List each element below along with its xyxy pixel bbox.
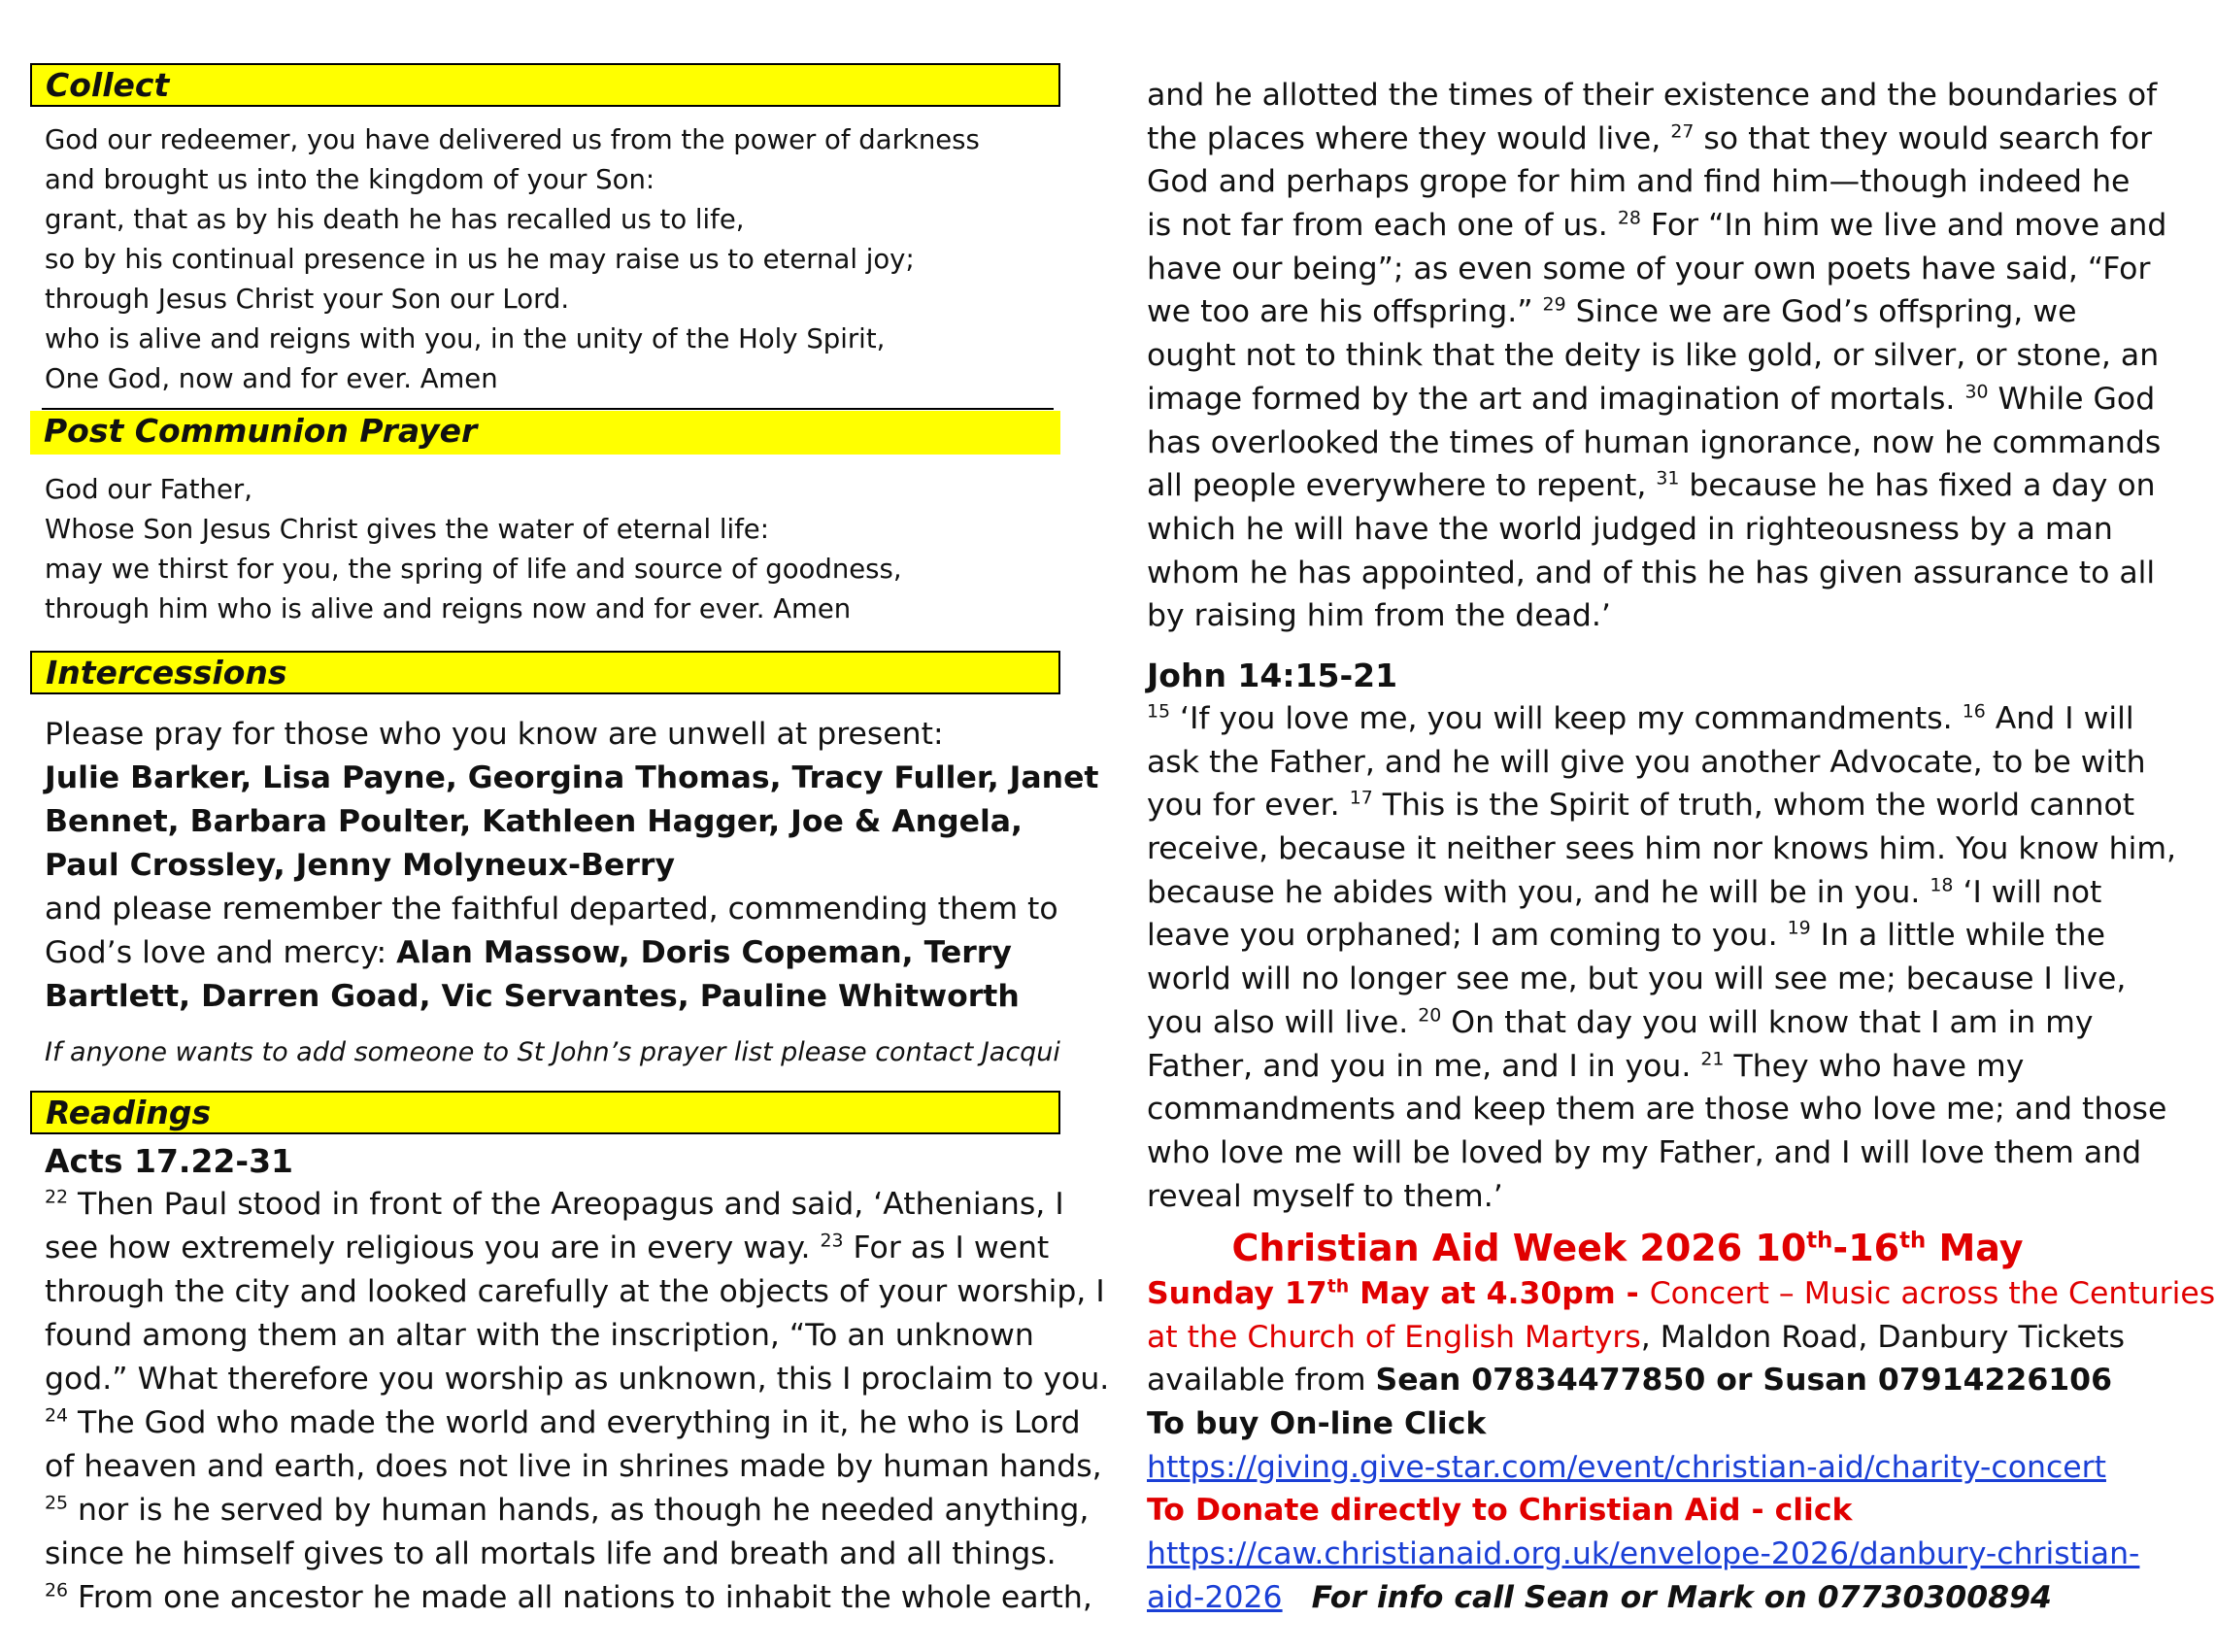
christian-aid-title [1147, 1224, 2108, 1272]
verse-text: On that day you will know that I am in my [1441, 1004, 2094, 1040]
info-line: For info call Sean or Mark on 07730300894 [1311, 1579, 2052, 1615]
john-reading [1147, 655, 1397, 698]
acts-reading [45, 1139, 1109, 1620]
verse-text: the places where they would live, [1147, 120, 1671, 156]
verse-text: who love me will be loved by my Father, and I will love them and [1147, 1134, 2142, 1170]
verse-text: For as I went [843, 1231, 1050, 1265]
verse-text: ought not to think that the deity is like gold, or silver, or stone, an [1147, 338, 2160, 374]
verse-number: 18 [1930, 874, 1954, 896]
unwell-names: Bennet, Barbara Poulter, Kathleen Hagger, Joe & Angela, [45, 804, 1024, 839]
verse-text: has overlooked the times of human ignorance, now he commands [1147, 424, 2162, 460]
verse-number: 27 [1670, 120, 1695, 143]
post-communion-text [45, 470, 902, 629]
verse-text: is not far from each one of us. [1147, 208, 1618, 244]
post-communion-line: may we thirst for you, the spring of life and source of goodness, [45, 554, 902, 585]
verse-line [1147, 204, 2166, 248]
verse-line [1147, 741, 2176, 785]
verse-text: we too are his offspring.” [1147, 294, 1543, 330]
verse-number: 28 [1617, 207, 1641, 229]
ticket-contacts: Sean 07834477850 or Susan 07914226106 [1375, 1363, 2113, 1399]
ca-title-text: Christian Aid Week 2026 10 [1231, 1227, 1807, 1269]
verse-number: 26 [45, 1579, 69, 1601]
verse-number: 25 [45, 1492, 69, 1514]
collect-heading: Collect [30, 63, 1060, 107]
collect-line: One God, now and for ever. Amen [45, 363, 498, 394]
verse-text: because he has fixed a day on [1679, 468, 2156, 504]
readings-heading: Readings [30, 1091, 1060, 1134]
verse-line: since he himself gives to all mortals life and breath and all things. [45, 1536, 1057, 1571]
concert-date: Sunday 17 [1147, 1276, 1327, 1311]
verse-line [45, 1401, 1109, 1445]
verse-text: Since we are God’s offspring, we [1565, 294, 2077, 330]
verse-text: ‘If you love me, you will keep my commandments. [1170, 701, 1963, 736]
verse-text: leave you orphaned; I am coming to you. [1147, 918, 1788, 954]
verse-line [1147, 248, 2166, 291]
christian-aid-details [1147, 1272, 2215, 1620]
post-communion-line: through him who is alive and reigns now and for ever. Amen [45, 593, 852, 624]
verse-line [1147, 958, 2176, 1001]
verse-number: 22 [45, 1186, 69, 1208]
verse-line [1147, 552, 2166, 595]
collect-line: and brought us into the kingdom of your Son: [45, 164, 655, 195]
verse-text: see how extremely religious you are in every way. [45, 1231, 821, 1265]
verse-line [1147, 697, 2176, 741]
verse-line [1147, 74, 2166, 118]
verse-line: god.” What therefore you worship as unknown, this I proclaim to you. [45, 1362, 1110, 1397]
departed-intro-2: God’s love and mercy: [45, 935, 397, 970]
verse-line: of heaven and earth, does not live in shrines made by human hands, [45, 1449, 1102, 1484]
verse-text: have our being”; as even some of your own poets have said, “For [1147, 251, 2151, 287]
venue: at the Church of English Martyrs [1147, 1319, 1641, 1355]
post-communion-heading: Post Communion Prayer [30, 411, 1060, 455]
verse-line [45, 1227, 1109, 1270]
verse-text: reveal myself to them.’ [1147, 1178, 1503, 1214]
verse-line [45, 1576, 1109, 1620]
verse-line [1147, 1045, 2176, 1089]
intercessions-text [45, 713, 1099, 1019]
verse-line [1147, 508, 2166, 552]
tickets-line [1147, 1359, 2215, 1402]
verse-text: so that they would search for [1694, 120, 2153, 156]
verse-text: commandments and keep them are those who love me; and those [1147, 1092, 2167, 1128]
verse-text: by raising him from the dead.’ [1147, 598, 1611, 634]
collect-text [45, 120, 980, 399]
verse-number: 21 [1700, 1048, 1725, 1069]
venue-address: , Maldon Road, Danbury Tickets [1640, 1319, 2126, 1355]
verse-number: 17 [1349, 787, 1373, 809]
departed-names: Alan Massow, Doris Copeman, Terry [396, 935, 1012, 970]
donate-link[interactable]: aid-2026 [1147, 1579, 1283, 1615]
concert-title: Concert – Music across the Centuries [1649, 1276, 2215, 1311]
ca-title-text: -16 [1832, 1227, 1900, 1269]
donate-link-line [1147, 1576, 2215, 1620]
verse-text: whom he has appointed, and of this he has given assurance to all [1147, 555, 2156, 590]
verse-number: 24 [45, 1404, 69, 1427]
concert-date-sup: th [1326, 1275, 1350, 1298]
buy-online-label: To buy On-line Click [1147, 1406, 1487, 1442]
verse-line [1147, 827, 2176, 871]
verse-text: ask the Father, and he will give you another Advocate, to be with [1147, 744, 2146, 780]
acts-continued [1147, 74, 2166, 638]
verse-text: Father, and you in me, and I in you. [1147, 1048, 1701, 1084]
collect-line: through Jesus Christ your Son our Lord. [45, 284, 570, 315]
verse-text: world will no longer see me, but you will see me; because I live, [1147, 961, 2127, 997]
verse-text: And I will [1985, 701, 2134, 736]
verse-text: all people everywhere to repent, [1147, 468, 1657, 504]
verse-line [1147, 871, 2176, 915]
donate-link-line [1147, 1533, 2215, 1576]
intercessions-intro: Please pray for those who you know are unwell at present: [45, 717, 944, 752]
tickets-label: available from [1147, 1363, 1376, 1399]
verse-text: This is the Spirit of truth, whom the world cannot [1372, 788, 2135, 824]
collect-line: grant, that as by his death he has recalled us to life, [45, 204, 745, 235]
verse-line [1147, 1131, 2176, 1175]
buy-link-line [1147, 1446, 2215, 1490]
verse-number: 31 [1656, 467, 1680, 489]
departed-line [45, 931, 1099, 975]
verse-text: They who have my [1724, 1048, 2025, 1084]
verse-line [45, 1489, 1109, 1533]
verse-text: image formed by the art and imagination of mortals. [1147, 381, 1965, 417]
verse-text: and he allotted the times of their existence and the boundaries of [1147, 78, 2158, 113]
verse-number: 15 [1147, 700, 1171, 723]
verse-line: found among them an altar with the inscription, “To an unknown [45, 1318, 1034, 1353]
john-reference: John 14:15-21 [1147, 657, 1398, 694]
verse-line: through the city and looked carefully at the objects of your worship, I [45, 1274, 1105, 1309]
divider [42, 408, 1054, 410]
verse-text: Then Paul stood in front of the Areopagus and said, ‘Athenians, I [68, 1187, 1064, 1222]
collect-line: God our redeemer, you have delivered us from the power of darkness [45, 124, 980, 155]
concert-time: May at 4.30pm - [1349, 1276, 1650, 1311]
venue-line [1147, 1316, 2215, 1360]
verse-line [1147, 160, 2166, 204]
verse-line [1147, 334, 2166, 378]
donate-label: To Donate directly to Christian Aid - click [1147, 1493, 1853, 1529]
verse-number: 30 [1964, 381, 1989, 403]
verse-text: The God who made the world and everything in it, he who is Lord [68, 1405, 1081, 1440]
ca-title-text: May [1926, 1227, 2024, 1269]
verse-line [1147, 1088, 2176, 1131]
verse-text: From one ancestor he made all nations to inhabit the whole earth, [68, 1580, 1092, 1615]
post-communion-line: Whose Son Jesus Christ gives the water of eternal life: [45, 514, 769, 545]
departed-intro: and please remember the faithful departed, commending them to [45, 892, 1058, 927]
verse-text: While God [1988, 381, 2156, 417]
ca-title-sup: th [1806, 1228, 1833, 1254]
verse-line [1147, 1175, 2176, 1219]
post-communion-line: God our Father, [45, 474, 252, 505]
donate-link[interactable]: https://caw.christianaid.org.uk/envelope-2026/danbury-christian- [1147, 1536, 2140, 1572]
verse-text: you for ever. [1147, 788, 1350, 824]
verse-text: nor is he served by human hands, as though he needed anything, [68, 1493, 1090, 1528]
verse-line [1147, 594, 2166, 638]
verse-text: which he will have the world judged in righteousness by a man [1147, 511, 2113, 547]
verse-number: 16 [1962, 700, 1986, 723]
verse-text: because he abides with you, and he will be in you. [1147, 874, 1930, 910]
buy-online-link[interactable]: https://giving.give-star.com/event/christian-aid/charity-concert [1147, 1449, 2106, 1485]
acts-reference: Acts 17.22-31 [45, 1142, 294, 1180]
unwell-names: Julie Barker, Lisa Payne, Georgina Thomas, Tracy Fuller, Janet [45, 760, 1099, 795]
verse-text: receive, because it neither sees him nor knows him. You know him, [1147, 831, 2177, 867]
collect-line: who is alive and reigns with you, in the unity of the Holy Spirit, [45, 323, 886, 354]
collect-line: so by his continual presence in us he may raise us to eternal joy; [45, 244, 915, 275]
unwell-names: Paul Crossley, Jenny Molyneux-Berry [45, 848, 675, 883]
verse-number: 29 [1542, 293, 1566, 316]
verse-number: 23 [820, 1230, 844, 1252]
john-text [1147, 697, 2176, 1218]
concert-line [1147, 1272, 2215, 1316]
verse-number: 19 [1787, 917, 1811, 939]
verse-line [1147, 464, 2166, 508]
verse-line [1147, 378, 2166, 421]
verse-text: In a little while the [1810, 918, 2105, 954]
verse-line [1147, 118, 2166, 161]
ca-title-sup: th [1899, 1228, 1927, 1254]
verse-text: God and perhaps grope for him and find him—though indeed he [1147, 164, 2131, 200]
intercessions-heading: Intercessions [30, 651, 1060, 694]
verse-text: you also will live. [1147, 1004, 1419, 1040]
verse-line [45, 1183, 1109, 1227]
verse-line [1147, 784, 2176, 827]
verse-line [1147, 914, 2176, 958]
verse-line [1147, 421, 2166, 465]
verse-line [1147, 290, 2166, 334]
departed-names: Bartlett, Darren Goad, Vic Servantes, Pauline Whitworth [45, 979, 1020, 1014]
verse-text: For “In him we live and move and [1640, 208, 2167, 244]
verse-line [1147, 1001, 2176, 1045]
prayer-list-note: If anyone wants to add someone to St John’s prayer list please contact Jacqui [45, 1037, 1060, 1067]
verse-number: 20 [1418, 1004, 1442, 1027]
verse-text: ‘I will not [1953, 874, 2102, 910]
